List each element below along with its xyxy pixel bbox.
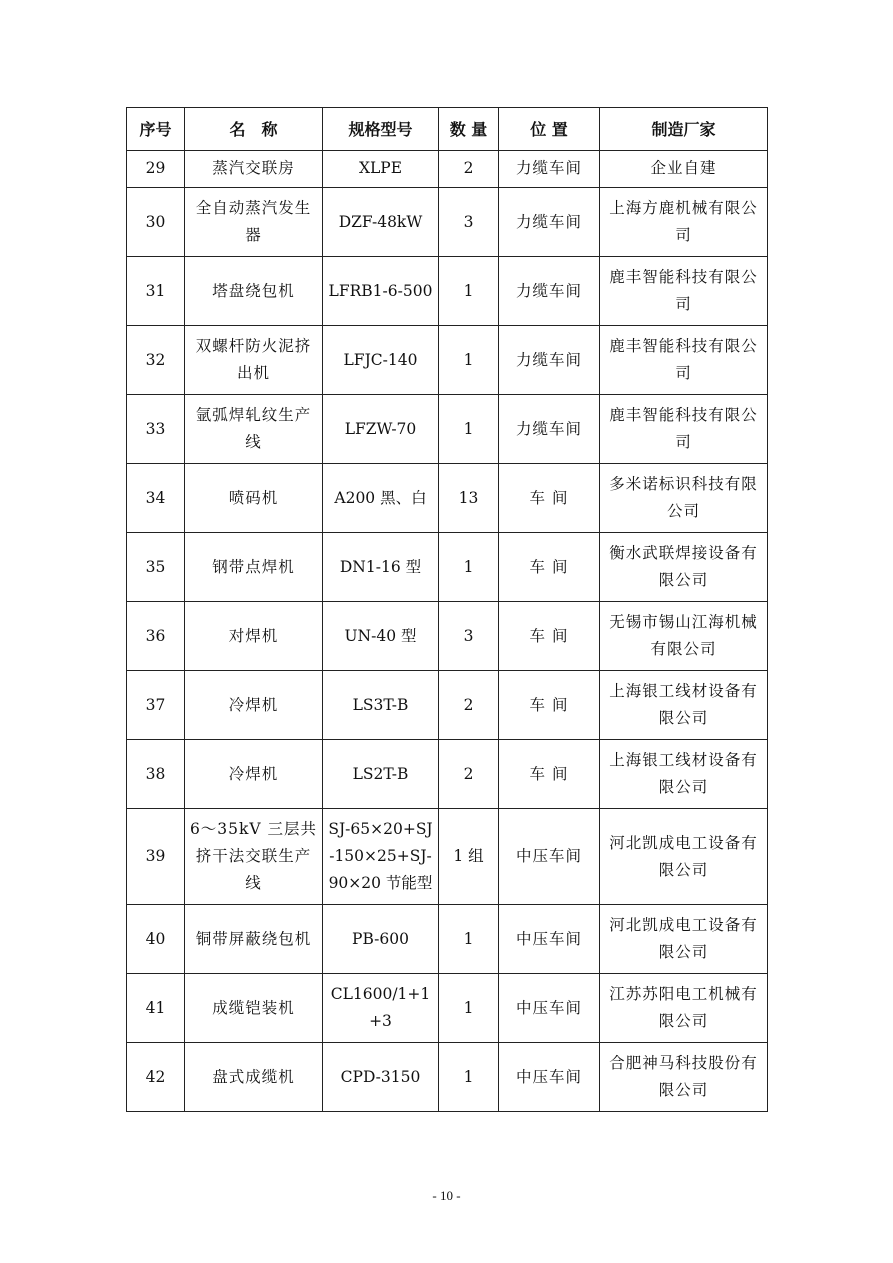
cell-location: 力缆车间: [499, 151, 600, 188]
table-row: [127, 326, 768, 395]
cell-qty: 1 组: [439, 809, 499, 905]
cell-name: 成缆铠装机: [185, 974, 323, 1043]
cell-location: 车 间: [499, 533, 600, 602]
cell-maker: 衡水武联焊接设备有限公司: [600, 533, 768, 602]
header-no: 序号: [127, 108, 185, 151]
cell-name: 双螺杆防火泥挤出机: [185, 326, 323, 395]
cell-qty: 2: [439, 151, 499, 188]
cell-qty: 1: [439, 1043, 499, 1112]
cell-model: LFRB1-6-500: [323, 257, 439, 326]
cell-location: 力缆车间: [499, 188, 600, 257]
cell-maker: 无锡市锡山江海机械有限公司: [600, 602, 768, 671]
cell-model: XLPE: [323, 151, 439, 188]
header-name: 名 称: [185, 108, 323, 151]
cell-maker: 企业自建: [600, 151, 768, 188]
cell-name: 冷焊机: [185, 671, 323, 740]
cell-model: DN1-16 型: [323, 533, 439, 602]
equipment-table: [126, 107, 768, 1112]
cell-maker: 江苏苏阳电工机械有限公司: [600, 974, 768, 1043]
cell-no: 32: [127, 326, 185, 395]
cell-maker: 鹿丰智能科技有限公司: [600, 395, 768, 464]
cell-model: LS2T-B: [323, 740, 439, 809]
cell-location: 力缆车间: [499, 326, 600, 395]
cell-location: 中压车间: [499, 809, 600, 905]
cell-model: LS3T-B: [323, 671, 439, 740]
cell-name: 冷焊机: [185, 740, 323, 809]
cell-model: CL1600/1+1+3: [323, 974, 439, 1043]
cell-name: 对焊机: [185, 602, 323, 671]
cell-name: 喷码机: [185, 464, 323, 533]
cell-model: A200 黑、白: [323, 464, 439, 533]
cell-qty: 1: [439, 974, 499, 1043]
header-model: 规格型号: [323, 108, 439, 151]
header-maker: 制造厂家: [600, 108, 768, 151]
cell-location: 力缆车间: [499, 395, 600, 464]
cell-no: 30: [127, 188, 185, 257]
cell-model: LFZW-70: [323, 395, 439, 464]
table-row: [127, 395, 768, 464]
cell-qty: 1: [439, 905, 499, 974]
table-row: [127, 809, 768, 905]
cell-name: 铜带屏蔽绕包机: [185, 905, 323, 974]
cell-qty: 1: [439, 395, 499, 464]
cell-maker: 合肥神马科技股份有限公司: [600, 1043, 768, 1112]
cell-no: 31: [127, 257, 185, 326]
cell-location: 车 间: [499, 602, 600, 671]
cell-model: LFJC-140: [323, 326, 439, 395]
table-row: [127, 464, 768, 533]
cell-no: 29: [127, 151, 185, 188]
cell-qty: 2: [439, 671, 499, 740]
cell-qty: 1: [439, 326, 499, 395]
table-row: [127, 740, 768, 809]
cell-model: PB-600: [323, 905, 439, 974]
cell-qty: 3: [439, 188, 499, 257]
cell-location: 中压车间: [499, 905, 600, 974]
cell-name: 盘式成缆机: [185, 1043, 323, 1112]
cell-qty: 3: [439, 602, 499, 671]
cell-name: 氩弧焊轧纹生产线: [185, 395, 323, 464]
table-row: [127, 188, 768, 257]
cell-no: 40: [127, 905, 185, 974]
cell-maker: 多米诺标识科技有限公司: [600, 464, 768, 533]
cell-no: 34: [127, 464, 185, 533]
cell-location: 车 间: [499, 464, 600, 533]
cell-model: DZF-48kW: [323, 188, 439, 257]
cell-model: SJ-65×20+SJ-150×25+SJ-90×20 节能型: [323, 809, 439, 905]
page-number: - 10 -: [432, 1188, 461, 1203]
cell-maker: 鹿丰智能科技有限公司: [600, 257, 768, 326]
cell-maker: 上海银工线材设备有限公司: [600, 671, 768, 740]
cell-qty: 1: [439, 257, 499, 326]
cell-qty: 1: [439, 533, 499, 602]
cell-model: UN-40 型: [323, 602, 439, 671]
cell-location: 中压车间: [499, 1043, 600, 1112]
table-row: [127, 151, 768, 188]
cell-no: 41: [127, 974, 185, 1043]
table-row: [127, 905, 768, 974]
cell-maker: 上海方鹿机械有限公司: [600, 188, 768, 257]
cell-name: 6～35kV 三层共挤干法交联生产线: [185, 809, 323, 905]
cell-name: 全自动蒸汽发生器: [185, 188, 323, 257]
table-row: [127, 533, 768, 602]
table-row: [127, 257, 768, 326]
cell-model: CPD-3150: [323, 1043, 439, 1112]
cell-name: 钢带点焊机: [185, 533, 323, 602]
cell-location: 车 间: [499, 671, 600, 740]
cell-qty: 2: [439, 740, 499, 809]
cell-no: 37: [127, 671, 185, 740]
cell-maker: 河北凯成电工设备有限公司: [600, 905, 768, 974]
cell-no: 33: [127, 395, 185, 464]
cell-no: 36: [127, 602, 185, 671]
cell-maker: 上海银工线材设备有限公司: [600, 740, 768, 809]
table-row: [127, 671, 768, 740]
cell-name: 塔盘绕包机: [185, 257, 323, 326]
header-qty: 数 量: [439, 108, 499, 151]
header-location: 位 置: [499, 108, 600, 151]
cell-maker: 鹿丰智能科技有限公司: [600, 326, 768, 395]
cell-no: 39: [127, 809, 185, 905]
cell-qty: 13: [439, 464, 499, 533]
cell-no: 35: [127, 533, 185, 602]
table-row: [127, 974, 768, 1043]
cell-location: 力缆车间: [499, 257, 600, 326]
cell-name: 蒸汽交联房: [185, 151, 323, 188]
cell-location: 车 间: [499, 740, 600, 809]
cell-maker: 河北凯成电工设备有限公司: [600, 809, 768, 905]
table-row: [127, 1043, 768, 1112]
cell-no: 38: [127, 740, 185, 809]
table-header-row: [127, 108, 768, 151]
table-row: [127, 602, 768, 671]
cell-no: 42: [127, 1043, 185, 1112]
cell-location: 中压车间: [499, 974, 600, 1043]
